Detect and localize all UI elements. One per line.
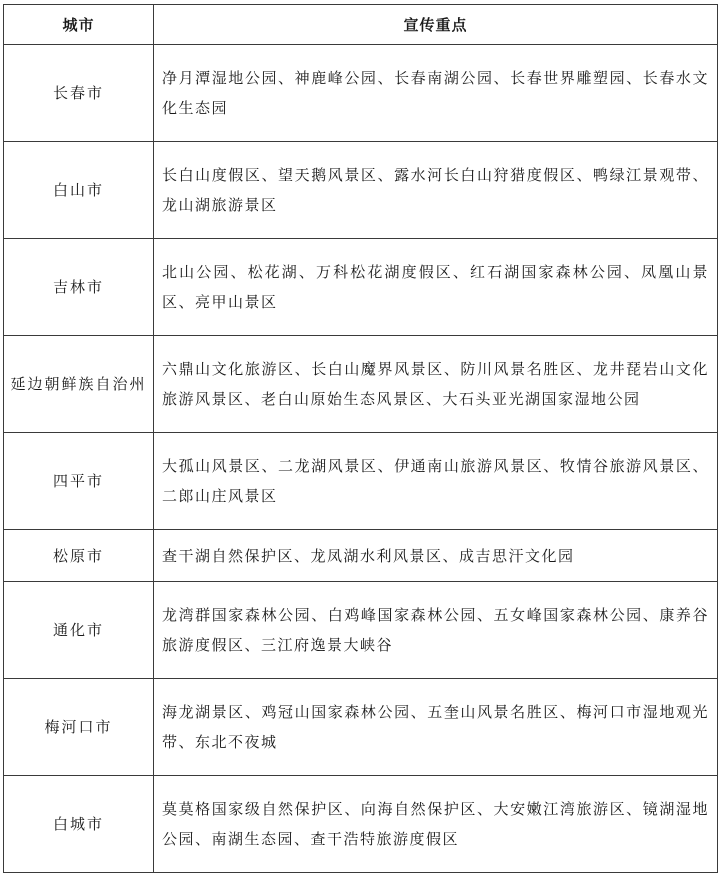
focus-cell: 北山公园、松花湖、万科松花湖度假区、红石湖国家森林公园、凤凰山景区、亮甲山景区 bbox=[154, 239, 718, 336]
table-row bbox=[4, 776, 718, 873]
focus-cell: 龙湾群国家森林公园、白鸡峰国家森林公园、五女峰国家森林公园、康养谷旅游度假区、三江府逸景大峡谷 bbox=[154, 582, 718, 679]
table-row bbox=[4, 239, 718, 336]
city-cell: 通化市 bbox=[4, 582, 154, 679]
city-cell: 长春市 bbox=[4, 45, 154, 142]
focus-cell: 莫莫格国家级自然保护区、向海自然保护区、大安嫩江湾旅游区、镜湖湿地公园、南湖生态园、查干浩特旅游度假区 bbox=[154, 776, 718, 873]
header-city: 城市 bbox=[4, 5, 154, 45]
city-promotion-table bbox=[3, 4, 718, 873]
city-cell: 延边朝鲜族自治州 bbox=[4, 336, 154, 433]
focus-cell: 海龙湖景区、鸡冠山国家森林公园、五奎山风景名胜区、梅河口市湿地观光带、东北不夜城 bbox=[154, 679, 718, 776]
table-row bbox=[4, 336, 718, 433]
focus-cell: 长白山度假区、望天鹅风景区、露水河长白山狩猎度假区、鸭绿江景观带、龙山湖旅游景区 bbox=[154, 142, 718, 239]
focus-cell: 查干湖自然保护区、龙凤湖水利风景区、成吉思汗文化园 bbox=[154, 530, 718, 582]
table-row bbox=[4, 142, 718, 239]
city-cell: 白城市 bbox=[4, 776, 154, 873]
table-row bbox=[4, 433, 718, 530]
city-cell: 白山市 bbox=[4, 142, 154, 239]
city-cell: 松原市 bbox=[4, 530, 154, 582]
city-cell: 吉林市 bbox=[4, 239, 154, 336]
focus-cell: 净月潭湿地公园、神鹿峰公园、长春南湖公园、长春世界雕塑园、长春水文化生态园 bbox=[154, 45, 718, 142]
header-focus: 宣传重点 bbox=[154, 5, 718, 45]
city-cell: 梅河口市 bbox=[4, 679, 154, 776]
table-row bbox=[4, 530, 718, 582]
table-row bbox=[4, 679, 718, 776]
city-cell: 四平市 bbox=[4, 433, 154, 530]
table-row bbox=[4, 45, 718, 142]
table-header-row bbox=[4, 5, 718, 45]
focus-cell: 大孤山风景区、二龙湖风景区、伊通南山旅游风景区、牧情谷旅游风景区、二郎山庄风景区 bbox=[154, 433, 718, 530]
focus-cell: 六鼎山文化旅游区、长白山魔界风景区、防川风景名胜区、龙井琵岩山文化旅游风景区、老白山原始生态风景区、大石头亚光湖国家湿地公园 bbox=[154, 336, 718, 433]
table-row bbox=[4, 582, 718, 679]
